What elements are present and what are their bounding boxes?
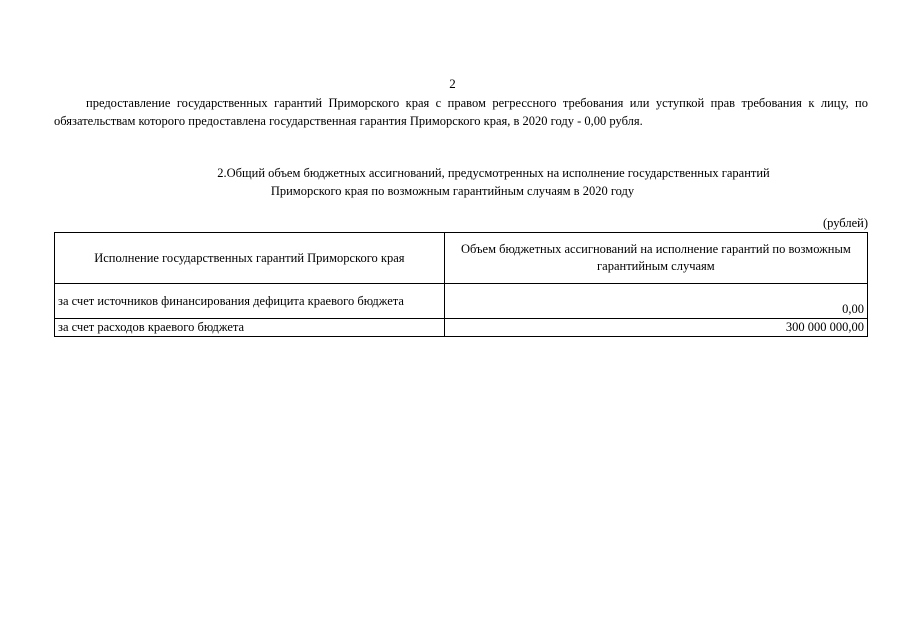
section-title-line-2: Приморского края по возможным гарантийным случаям в 2020 году xyxy=(270,184,635,198)
row-label: за счет источников финансирования дефицита краевого бюджета xyxy=(55,284,445,319)
row-value: 300 000 000,00 xyxy=(444,319,867,337)
page-number: 2 xyxy=(449,76,456,91)
header-budget-volume: Объем бюджетных ассигнований на исполнение гарантий по возможным гарантийным случаям xyxy=(444,233,867,284)
table-header-row xyxy=(55,233,868,284)
row-value: 0,00 xyxy=(444,284,867,319)
table-row xyxy=(55,319,868,337)
unit-label: (рублей) xyxy=(822,216,868,230)
intro-paragraph: предоставление государственных гарантий Приморского края с правом регрессного требования или уступкой прав требования к лицу, по обязательствам которого предоставлена государственная гарантия Приморского края, в 2020 году - 0,00 рубля. xyxy=(54,96,868,128)
header-execution: Исполнение государственных гарантий Приморского края xyxy=(55,233,445,284)
section-title xyxy=(0,164,905,200)
guarantees-table xyxy=(54,232,868,337)
row-label: за счет расходов краевого бюджета xyxy=(55,319,445,337)
table-row xyxy=(55,284,868,319)
section-title-line-1: 2.Общий объем бюджетных ассигнований, предусмотренных на исполнение государственных гарантий xyxy=(217,166,770,180)
